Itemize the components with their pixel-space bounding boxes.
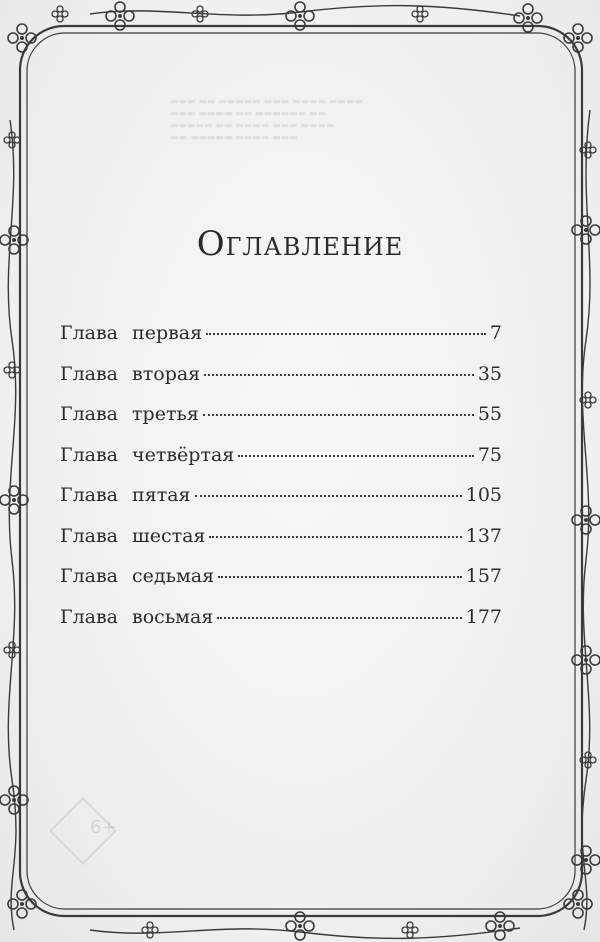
toc-entry[interactable] (60, 565, 502, 595)
toc-leader-dots (195, 495, 462, 497)
toc-page-number: 105 (465, 484, 502, 506)
toc-leader-dots (209, 536, 461, 538)
toc-leader-dots (218, 576, 462, 578)
toc-entry[interactable] (60, 322, 502, 352)
toc-entry[interactable] (60, 363, 502, 393)
page-title: Оглавление (196, 224, 404, 264)
toc-leader-dots (238, 455, 474, 457)
toc-page-number: 7 (489, 322, 502, 344)
toc-page-number: 157 (465, 565, 502, 587)
toc-chapter-title: Глава восьмая (60, 605, 214, 628)
toc-chapter-title: Глава вторая (60, 362, 201, 385)
toc-chapter-title: Глава шестая (60, 524, 206, 547)
toc-entry[interactable] (60, 606, 502, 636)
toc-chapter-title: Глава третья (60, 403, 199, 425)
toc-entry[interactable] (60, 403, 502, 433)
bleed-through-badge: 6+ (90, 817, 117, 838)
toc-leader-dots (206, 333, 486, 335)
toc-page-number: 35 (477, 362, 502, 385)
toc-leader-dots (203, 414, 474, 416)
toc-entry[interactable] (60, 444, 502, 474)
toc-page-number: 75 (477, 443, 502, 466)
bleed-through-text: ▬▬▬ ▬▬ ▬▬▬▬▬ ▬▬▬ ▬▬▬▬ ▬▬▬▬ ▬▬▬ ▬▬▬▬ ▬▬ ▬▬▬▬▬▬ ▬▬ ▬▬▬▬▬ ▬▬ ▬▬▬▬ ▬▬▬ ▬▬▬▬ ▬▬ ▬▬▬▬▬ ▬▬▬▬ ▬▬▬ (170, 97, 363, 143)
toc-leader-dots (204, 374, 474, 376)
toc-entry[interactable] (60, 484, 502, 514)
toc-chapter-title: Глава пятая (60, 484, 191, 506)
toc-entry[interactable] (60, 525, 502, 555)
toc-page-number: 177 (465, 605, 502, 628)
toc-chapter-title: Глава первая (60, 322, 203, 344)
toc-leader-dots (217, 617, 461, 619)
toc-chapter-title: Глава четвёртая (60, 443, 235, 466)
toc-page-number: 55 (477, 403, 502, 425)
toc-chapter-title: Глава седьмая (60, 565, 215, 587)
toc-page-number: 137 (465, 524, 502, 547)
